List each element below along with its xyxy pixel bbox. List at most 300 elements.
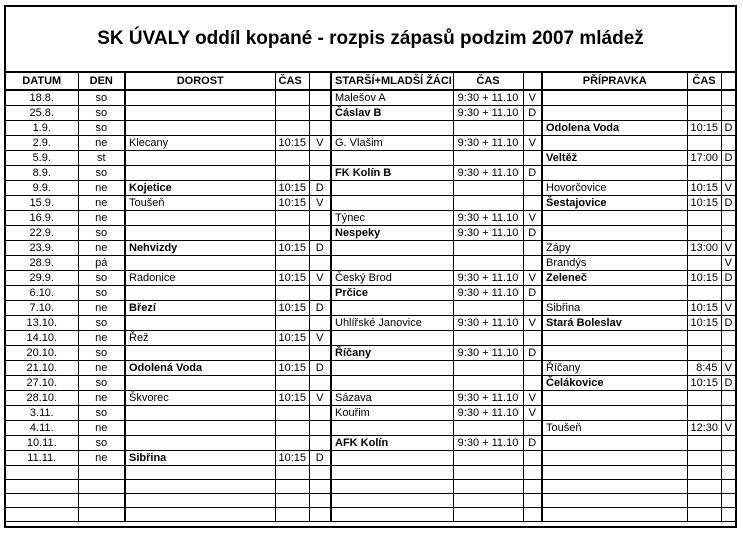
cell-pripravka: Čelákovice bbox=[542, 376, 687, 391]
cell-pripravka bbox=[542, 451, 687, 466]
cell-datum: 10.11. bbox=[6, 436, 78, 451]
table-row bbox=[6, 466, 735, 480]
header-ha-pripravka bbox=[721, 73, 735, 90]
cell-ha-zaci bbox=[523, 181, 542, 196]
cell-cas-pripravka: 10:15 bbox=[687, 196, 721, 211]
header-dorost: DOROST bbox=[125, 73, 275, 90]
cell-dorost bbox=[125, 286, 275, 301]
cell-zaci: Sázava bbox=[331, 391, 453, 406]
cell-dorost bbox=[125, 106, 275, 121]
schedule-table bbox=[6, 73, 735, 522]
cell-ha-zaci bbox=[523, 121, 542, 136]
cell-cas-pripravka: 17:00 bbox=[687, 151, 721, 166]
cell-cas-zaci bbox=[453, 508, 523, 522]
cell-dorost bbox=[125, 121, 275, 136]
cell-ha-zaci: D bbox=[523, 346, 542, 361]
schedule-sheet bbox=[4, 5, 737, 528]
cell-ha-zaci: V bbox=[523, 391, 542, 406]
cell-zaci bbox=[331, 301, 453, 316]
table-row bbox=[6, 451, 735, 466]
cell-ha-pripravka: V bbox=[721, 301, 735, 316]
table-row bbox=[6, 494, 735, 508]
cell-ha-pripravka: V bbox=[721, 421, 735, 436]
cell-ha-zaci: D bbox=[523, 226, 542, 241]
cell-zaci bbox=[331, 480, 453, 494]
cell-cas-pripravka bbox=[687, 256, 721, 271]
table-row bbox=[6, 271, 735, 286]
cell-zaci bbox=[331, 256, 453, 271]
cell-ha-zaci bbox=[523, 421, 542, 436]
cell-datum: 23.9. bbox=[6, 241, 78, 256]
cell-dorost bbox=[125, 508, 275, 522]
cell-ha-pripravka bbox=[721, 391, 735, 406]
table-row bbox=[6, 286, 735, 301]
cell-dorost bbox=[125, 256, 275, 271]
cell-cas-zaci bbox=[453, 121, 523, 136]
cell-cas-pripravka: 10:15 bbox=[687, 316, 721, 331]
cell-ha-dorost: V bbox=[309, 136, 331, 151]
table-row bbox=[6, 211, 735, 226]
cell-ha-pripravka: V bbox=[721, 241, 735, 256]
header-cas-pripravka: ČAS bbox=[687, 73, 721, 90]
table-row bbox=[6, 196, 735, 211]
cell-datum: 4.11. bbox=[6, 421, 78, 436]
header-zaci: STARŠÍ+MLADŠÍ ŽÁCI bbox=[331, 73, 453, 90]
cell-cas-pripravka bbox=[687, 406, 721, 421]
cell-ha-zaci: V bbox=[523, 406, 542, 421]
cell-cas-dorost bbox=[275, 121, 309, 136]
cell-ha-pripravka bbox=[721, 480, 735, 494]
cell-ha-dorost bbox=[309, 286, 331, 301]
cell-datum bbox=[6, 466, 78, 480]
cell-zaci: Český Brod bbox=[331, 271, 453, 286]
cell-cas-pripravka bbox=[687, 494, 721, 508]
cell-pripravka: Hovorčovice bbox=[542, 181, 687, 196]
cell-ha-zaci bbox=[523, 331, 542, 346]
cell-zaci bbox=[331, 241, 453, 256]
cell-cas-dorost: 10:15 bbox=[275, 391, 309, 406]
cell-den: ne bbox=[78, 181, 125, 196]
cell-cas-zaci bbox=[453, 494, 523, 508]
cell-datum: 18.8. bbox=[6, 90, 78, 106]
cell-ha-zaci: V bbox=[523, 90, 542, 106]
cell-cas-zaci bbox=[453, 480, 523, 494]
cell-zaci: Uhlířské Janovice bbox=[331, 316, 453, 331]
cell-ha-dorost bbox=[309, 316, 331, 331]
cell-cas-pripravka: 10:15 bbox=[687, 301, 721, 316]
cell-cas-dorost: 10:15 bbox=[275, 241, 309, 256]
cell-ha-dorost bbox=[309, 166, 331, 181]
cell-ha-dorost bbox=[309, 121, 331, 136]
cell-datum: 29.9. bbox=[6, 271, 78, 286]
cell-pripravka bbox=[542, 331, 687, 346]
cell-datum: 5.9. bbox=[6, 151, 78, 166]
cell-dorost bbox=[125, 376, 275, 391]
header-pripravka: PŘÍPRAVKA bbox=[542, 73, 687, 90]
cell-den: ne bbox=[78, 331, 125, 346]
cell-cas-dorost bbox=[275, 106, 309, 121]
cell-ha-pripravka: V bbox=[721, 361, 735, 376]
cell-cas-dorost bbox=[275, 406, 309, 421]
cell-dorost bbox=[125, 421, 275, 436]
cell-ha-dorost: D bbox=[309, 301, 331, 316]
cell-ha-zaci bbox=[523, 241, 542, 256]
cell-ha-dorost bbox=[309, 346, 331, 361]
cell-zaci bbox=[331, 376, 453, 391]
cell-datum: 25.8. bbox=[6, 106, 78, 121]
cell-cas-dorost bbox=[275, 508, 309, 522]
cell-dorost: Klecany bbox=[125, 136, 275, 151]
cell-pripravka bbox=[542, 106, 687, 121]
cell-cas-pripravka: 8:45 bbox=[687, 361, 721, 376]
cell-pripravka bbox=[542, 136, 687, 151]
cell-ha-dorost bbox=[309, 256, 331, 271]
cell-cas-dorost bbox=[275, 226, 309, 241]
cell-cas-dorost bbox=[275, 494, 309, 508]
table-row bbox=[6, 241, 735, 256]
cell-pripravka bbox=[542, 226, 687, 241]
cell-cas-zaci: 9:30 + 11.10 bbox=[453, 136, 523, 151]
cell-datum: 11.11. bbox=[6, 451, 78, 466]
cell-cas-dorost bbox=[275, 151, 309, 166]
cell-pripravka: Toušeň bbox=[542, 421, 687, 436]
cell-den: so bbox=[78, 106, 125, 121]
cell-ha-dorost: V bbox=[309, 331, 331, 346]
cell-dorost: Březí bbox=[125, 301, 275, 316]
cell-zaci bbox=[331, 494, 453, 508]
cell-cas-zaci bbox=[453, 361, 523, 376]
cell-ha-dorost bbox=[309, 421, 331, 436]
cell-cas-zaci: 9:30 + 11.10 bbox=[453, 271, 523, 286]
cell-datum: 3.11. bbox=[6, 406, 78, 421]
cell-cas-pripravka bbox=[687, 226, 721, 241]
cell-ha-dorost bbox=[309, 436, 331, 451]
cell-ha-pripravka bbox=[721, 331, 735, 346]
cell-datum: 15.9. bbox=[6, 196, 78, 211]
cell-pripravka: Šestajovice bbox=[542, 196, 687, 211]
cell-zaci bbox=[331, 121, 453, 136]
cell-pripravka bbox=[542, 508, 687, 522]
cell-den: ne bbox=[78, 421, 125, 436]
table-row bbox=[6, 181, 735, 196]
cell-datum: 22.9. bbox=[6, 226, 78, 241]
cell-dorost: Řež bbox=[125, 331, 275, 346]
cell-cas-dorost bbox=[275, 90, 309, 106]
cell-den bbox=[78, 466, 125, 480]
cell-ha-dorost bbox=[309, 466, 331, 480]
cell-cas-zaci: 9:30 + 11.10 bbox=[453, 346, 523, 361]
cell-ha-dorost: D bbox=[309, 361, 331, 376]
cell-ha-pripravka bbox=[721, 106, 735, 121]
cell-cas-dorost: 10:15 bbox=[275, 136, 309, 151]
cell-den: so bbox=[78, 226, 125, 241]
cell-ha-dorost bbox=[309, 376, 331, 391]
cell-datum: 8.9. bbox=[6, 166, 78, 181]
cell-ha-zaci: D bbox=[523, 106, 542, 121]
cell-cas-zaci: 9:30 + 11.10 bbox=[453, 406, 523, 421]
cell-ha-zaci bbox=[523, 361, 542, 376]
cell-zaci bbox=[331, 331, 453, 346]
cell-dorost: Škvorec bbox=[125, 391, 275, 406]
cell-ha-dorost: V bbox=[309, 391, 331, 406]
cell-datum: 7.10. bbox=[6, 301, 78, 316]
cell-zaci: G. Vlašim bbox=[331, 136, 453, 151]
cell-pripravka bbox=[542, 211, 687, 226]
cell-ha-zaci: D bbox=[523, 166, 542, 181]
cell-dorost bbox=[125, 466, 275, 480]
table-row bbox=[6, 256, 735, 271]
cell-ha-dorost bbox=[309, 508, 331, 522]
cell-cas-dorost: 10:15 bbox=[275, 451, 309, 466]
cell-zaci bbox=[331, 151, 453, 166]
cell-pripravka: Říčany bbox=[542, 361, 687, 376]
cell-dorost: Sibřina bbox=[125, 451, 275, 466]
cell-den: st bbox=[78, 151, 125, 166]
cell-cas-pripravka: 10:15 bbox=[687, 376, 721, 391]
cell-cas-pripravka bbox=[687, 480, 721, 494]
cell-cas-pripravka bbox=[687, 136, 721, 151]
cell-dorost: Radonice bbox=[125, 271, 275, 286]
header-datum: DATUM bbox=[6, 73, 78, 90]
cell-cas-pripravka bbox=[687, 211, 721, 226]
cell-ha-pripravka bbox=[721, 508, 735, 522]
cell-den: ne bbox=[78, 211, 125, 226]
cell-ha-dorost bbox=[309, 90, 331, 106]
cell-ha-zaci bbox=[523, 196, 542, 211]
cell-cas-pripravka bbox=[687, 508, 721, 522]
cell-cas-dorost bbox=[275, 256, 309, 271]
cell-cas-pripravka: 10:15 bbox=[687, 181, 721, 196]
cell-ha-pripravka bbox=[721, 136, 735, 151]
cell-cas-dorost bbox=[275, 480, 309, 494]
header-ha-dorost bbox=[309, 73, 331, 90]
cell-cas-zaci: 9:30 + 11.10 bbox=[453, 106, 523, 121]
cell-zaci bbox=[331, 508, 453, 522]
cell-dorost: Nehvizdy bbox=[125, 241, 275, 256]
cell-cas-dorost bbox=[275, 316, 309, 331]
table-row bbox=[6, 226, 735, 241]
cell-cas-dorost: 10:15 bbox=[275, 301, 309, 316]
cell-cas-zaci: 9:30 + 11.10 bbox=[453, 90, 523, 106]
cell-cas-dorost bbox=[275, 166, 309, 181]
cell-dorost bbox=[125, 226, 275, 241]
cell-zaci bbox=[331, 451, 453, 466]
cell-cas-pripravka bbox=[687, 391, 721, 406]
cell-cas-dorost: 10:15 bbox=[275, 271, 309, 286]
cell-ha-zaci bbox=[523, 494, 542, 508]
table-row bbox=[6, 376, 735, 391]
header-den: DEN bbox=[78, 73, 125, 90]
cell-den: so bbox=[78, 286, 125, 301]
cell-ha-pripravka bbox=[721, 211, 735, 226]
cell-den: so bbox=[78, 316, 125, 331]
cell-ha-pripravka bbox=[721, 346, 735, 361]
cell-den: ne bbox=[78, 196, 125, 211]
cell-pripravka bbox=[542, 406, 687, 421]
cell-ha-pripravka: D bbox=[721, 316, 735, 331]
cell-den: pá bbox=[78, 256, 125, 271]
cell-den: ne bbox=[78, 451, 125, 466]
cell-zaci: Prčice bbox=[331, 286, 453, 301]
cell-zaci: Malešov A bbox=[331, 90, 453, 106]
cell-cas-dorost bbox=[275, 421, 309, 436]
cell-ha-pripravka: D bbox=[721, 271, 735, 286]
table-row bbox=[6, 90, 735, 106]
cell-ha-dorost: D bbox=[309, 451, 331, 466]
cell-datum: 28.9. bbox=[6, 256, 78, 271]
cell-pripravka: Sibřina bbox=[542, 301, 687, 316]
cell-datum: 16.9. bbox=[6, 211, 78, 226]
cell-cas-dorost bbox=[275, 211, 309, 226]
cell-ha-pripravka bbox=[721, 494, 735, 508]
cell-den: so bbox=[78, 436, 125, 451]
table-row bbox=[6, 421, 735, 436]
cell-pripravka bbox=[542, 346, 687, 361]
cell-datum bbox=[6, 508, 78, 522]
cell-den bbox=[78, 480, 125, 494]
cell-cas-dorost bbox=[275, 376, 309, 391]
cell-ha-zaci: V bbox=[523, 316, 542, 331]
cell-zaci: AFK Kolín bbox=[331, 436, 453, 451]
cell-ha-pripravka: D bbox=[721, 121, 735, 136]
cell-zaci bbox=[331, 181, 453, 196]
cell-ha-pripravka bbox=[721, 90, 735, 106]
cell-datum: 13.10. bbox=[6, 316, 78, 331]
cell-dorost bbox=[125, 436, 275, 451]
cell-den: ne bbox=[78, 301, 125, 316]
cell-pripravka: Veltěž bbox=[542, 151, 687, 166]
cell-pripravka: Stará Boleslav bbox=[542, 316, 687, 331]
cell-ha-zaci bbox=[523, 451, 542, 466]
cell-den: ne bbox=[78, 241, 125, 256]
cell-ha-dorost bbox=[309, 151, 331, 166]
cell-dorost bbox=[125, 166, 275, 181]
cell-cas-zaci bbox=[453, 241, 523, 256]
table-row bbox=[6, 151, 735, 166]
cell-datum bbox=[6, 480, 78, 494]
table-row bbox=[6, 406, 735, 421]
cell-datum: 6.10. bbox=[6, 286, 78, 301]
cell-cas-pripravka: 10:15 bbox=[687, 271, 721, 286]
cell-ha-pripravka bbox=[721, 436, 735, 451]
cell-ha-dorost: V bbox=[309, 196, 331, 211]
cell-ha-pripravka bbox=[721, 466, 735, 480]
cell-dorost bbox=[125, 346, 275, 361]
cell-pripravka bbox=[542, 286, 687, 301]
header-cas-dorost: ČAS bbox=[275, 73, 309, 90]
cell-datum bbox=[6, 494, 78, 508]
cell-cas-zaci: 9:30 + 11.10 bbox=[453, 166, 523, 181]
cell-zaci: Čáslav B bbox=[331, 106, 453, 121]
cell-pripravka bbox=[542, 436, 687, 451]
table-row bbox=[6, 391, 735, 406]
cell-ha-dorost: D bbox=[309, 241, 331, 256]
cell-pripravka: Odolena Voda bbox=[542, 121, 687, 136]
cell-ha-pripravka bbox=[721, 451, 735, 466]
cell-dorost bbox=[125, 211, 275, 226]
cell-dorost bbox=[125, 480, 275, 494]
table-row bbox=[6, 136, 735, 151]
cell-cas-zaci: 9:30 + 11.10 bbox=[453, 286, 523, 301]
cell-pripravka bbox=[542, 480, 687, 494]
cell-datum: 21.10. bbox=[6, 361, 78, 376]
cell-cas-dorost: 10:15 bbox=[275, 331, 309, 346]
cell-pripravka: Zápy bbox=[542, 241, 687, 256]
cell-cas-zaci bbox=[453, 331, 523, 346]
cell-cas-pripravka bbox=[687, 90, 721, 106]
cell-zaci bbox=[331, 196, 453, 211]
cell-zaci: Nespeky bbox=[331, 226, 453, 241]
cell-zaci bbox=[331, 361, 453, 376]
cell-cas-zaci bbox=[453, 301, 523, 316]
cell-ha-pripravka: V bbox=[721, 181, 735, 196]
cell-cas-zaci bbox=[453, 421, 523, 436]
cell-zaci bbox=[331, 421, 453, 436]
cell-cas-zaci bbox=[453, 466, 523, 480]
cell-ha-zaci: D bbox=[523, 436, 542, 451]
cell-zaci: FK Kolín B bbox=[331, 166, 453, 181]
cell-dorost: Toušeň bbox=[125, 196, 275, 211]
cell-den: so bbox=[78, 121, 125, 136]
cell-cas-dorost bbox=[275, 466, 309, 480]
cell-cas-zaci bbox=[453, 376, 523, 391]
cell-datum: 9.9. bbox=[6, 181, 78, 196]
cell-ha-zaci bbox=[523, 256, 542, 271]
cell-dorost: Kojetice bbox=[125, 181, 275, 196]
cell-ha-zaci bbox=[523, 151, 542, 166]
cell-ha-zaci bbox=[523, 466, 542, 480]
table-row bbox=[6, 361, 735, 376]
table-row bbox=[6, 508, 735, 522]
cell-cas-zaci bbox=[453, 451, 523, 466]
cell-ha-pripravka bbox=[721, 226, 735, 241]
cell-den: so bbox=[78, 166, 125, 181]
table-row bbox=[6, 436, 735, 451]
cell-ha-zaci: V bbox=[523, 211, 542, 226]
cell-cas-pripravka: 13:00 bbox=[687, 241, 721, 256]
cell-zaci: Říčany bbox=[331, 346, 453, 361]
cell-ha-dorost: V bbox=[309, 271, 331, 286]
table-row bbox=[6, 331, 735, 346]
header-row bbox=[6, 73, 735, 90]
cell-datum: 14.10. bbox=[6, 331, 78, 346]
cell-den bbox=[78, 494, 125, 508]
cell-pripravka: Brandýs bbox=[542, 256, 687, 271]
cell-cas-zaci: 9:30 + 11.10 bbox=[453, 316, 523, 331]
table-row bbox=[6, 301, 735, 316]
cell-datum: 28.10. bbox=[6, 391, 78, 406]
cell-cas-zaci: 9:30 + 11.10 bbox=[453, 391, 523, 406]
cell-den: so bbox=[78, 346, 125, 361]
cell-den: ne bbox=[78, 361, 125, 376]
cell-cas-dorost bbox=[275, 346, 309, 361]
cell-pripravka bbox=[542, 90, 687, 106]
cell-den: ne bbox=[78, 136, 125, 151]
cell-cas-dorost bbox=[275, 436, 309, 451]
cell-den bbox=[78, 508, 125, 522]
cell-cas-pripravka: 12:30 bbox=[687, 421, 721, 436]
cell-datum: 2.9. bbox=[6, 136, 78, 151]
cell-datum: 1.9. bbox=[6, 121, 78, 136]
cell-zaci: Kouřim bbox=[331, 406, 453, 421]
table-row bbox=[6, 121, 735, 136]
cell-cas-pripravka bbox=[687, 346, 721, 361]
cell-dorost bbox=[125, 494, 275, 508]
cell-ha-dorost bbox=[309, 480, 331, 494]
cell-zaci bbox=[331, 466, 453, 480]
table-row bbox=[6, 480, 735, 494]
cell-ha-pripravka: D bbox=[721, 376, 735, 391]
